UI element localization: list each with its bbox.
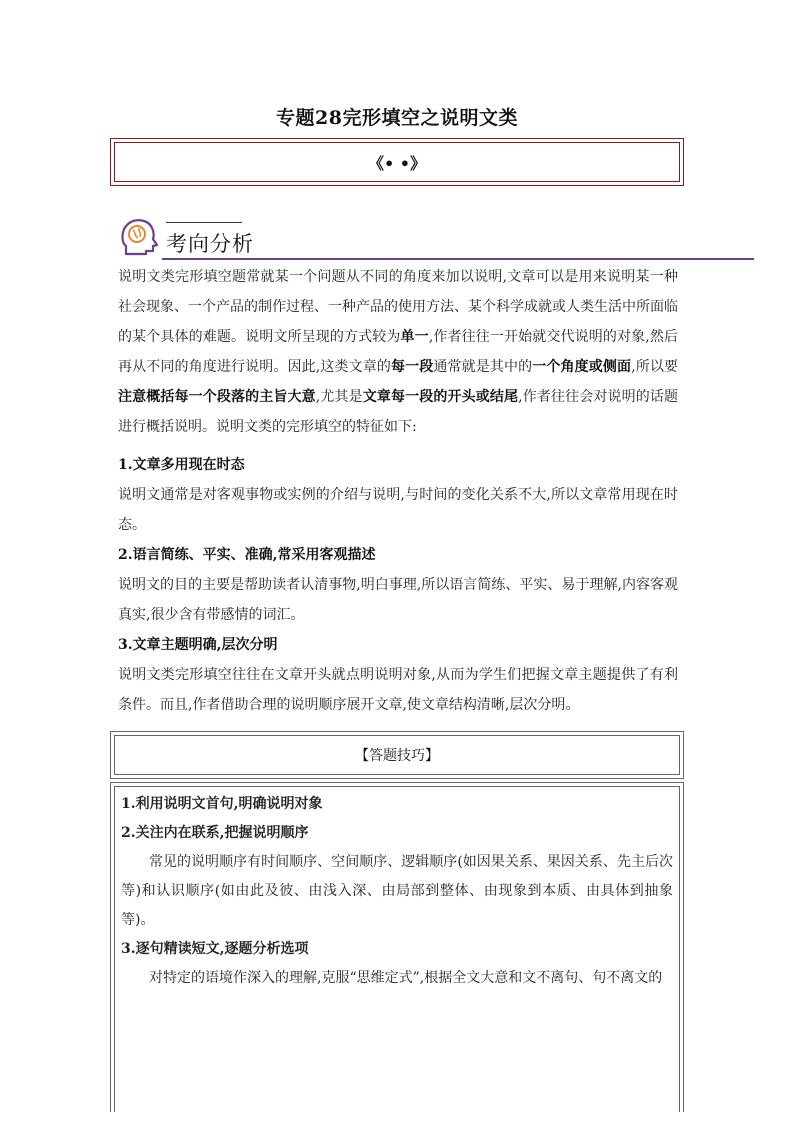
subtitle-frame — [110, 138, 684, 186]
intro-emphasis-3: 一个角度或侧面 — [532, 359, 632, 375]
tip-heading: 1.利用说明文首句,明确说明对象 — [121, 796, 323, 812]
feature-heading: 2.语言简练、平实、准确,常采用客观描述 — [118, 547, 376, 563]
tips-box — [110, 782, 684, 1112]
intro-text-2: ,作者往往一开始就交代说明的对象,然后再从不同的角度进行说明。因此,这类文章的 — [118, 329, 679, 375]
feature-text: 说明文通常是对客观事物或实例的介绍与说明,与时间的变化关系不大,所以文章常用现在时态。 — [118, 487, 678, 533]
intro-emphasis-2: 每一段 — [391, 359, 434, 375]
feature-heading: 1.文章多用现在时态 — [118, 457, 245, 473]
document-title: 专题28完形填空之说明文类 — [276, 107, 518, 129]
section-divider — [162, 258, 754, 260]
features-list — [118, 450, 678, 720]
intro-paragraph — [118, 262, 678, 442]
tips-header: 【答题技巧】 — [114, 735, 680, 775]
subtitle: 《• •》 — [114, 142, 680, 182]
feature-heading: 3.文章主题明确,层次分明 — [118, 637, 278, 653]
section-top-line — [166, 222, 242, 223]
intro-text-1: 说明文类完形填空题常就某一个问题从不同的角度来加以说明,文章可以是用来说明某一种社会现象、一个产品的制作过程、一种产品的使用方法、某个科学成就或人类生活中所面临的某个具体的难题。说明文所呈现的方式较为 — [118, 269, 678, 345]
tip-heading: 3.逐句精读短文,逐题分析选项 — [121, 941, 309, 957]
head-brain-icon — [118, 216, 160, 258]
intro-emphasis-4: 注意概括每一个段落的主旨大意 — [118, 389, 316, 405]
tip-text: 对特定的语境作深入的理解,克服“思维定式”,根据全文大意和文不离句、句不离文的 — [149, 970, 663, 986]
feature-text: 说明文的目的主要是帮助读者认清事物,明白事理,所以语言简练、平实、易于理解,内容客观真实,很少含有带感情的词汇。 — [118, 577, 678, 623]
section-label: 考向分析 — [166, 232, 254, 256]
tips-content — [114, 786, 680, 1112]
intro-emphasis-1: 单一 — [400, 329, 429, 345]
section-header — [118, 208, 754, 264]
intro-text-4: ,所以要 — [631, 359, 679, 375]
tip-heading: 2.关注内在联系,把握说明顺序 — [121, 825, 309, 841]
intro-text-6: ,作者往往会对说明的话题进行概括说明。说明文类的完形填空的特征如下: — [118, 389, 679, 435]
intro-text-3: 通常就是其中的 — [433, 359, 533, 375]
tip-text: 常见的说明顺序有时间顺序、空间顺序、逻辑顺序(如因果关系、果因关系、先主后次等)和认识顺序(如由此及彼、由浅入深、由局部到整体、由现象到本质、由具体到抽象等)。 — [121, 854, 673, 928]
tips-header-frame — [110, 731, 684, 779]
intro-emphasis-5: 文章每一段的开头或结尾 — [362, 389, 519, 405]
intro-text-5: ,尤其是 — [315, 389, 363, 405]
feature-text: 说明文类完形填空往往在文章开头就点明说明对象,从而为学生们把握文章主题提供了有利条件。而且,作者借助合理的说明顺序展开文章,使文章结构清晰,层次分明。 — [118, 667, 678, 713]
